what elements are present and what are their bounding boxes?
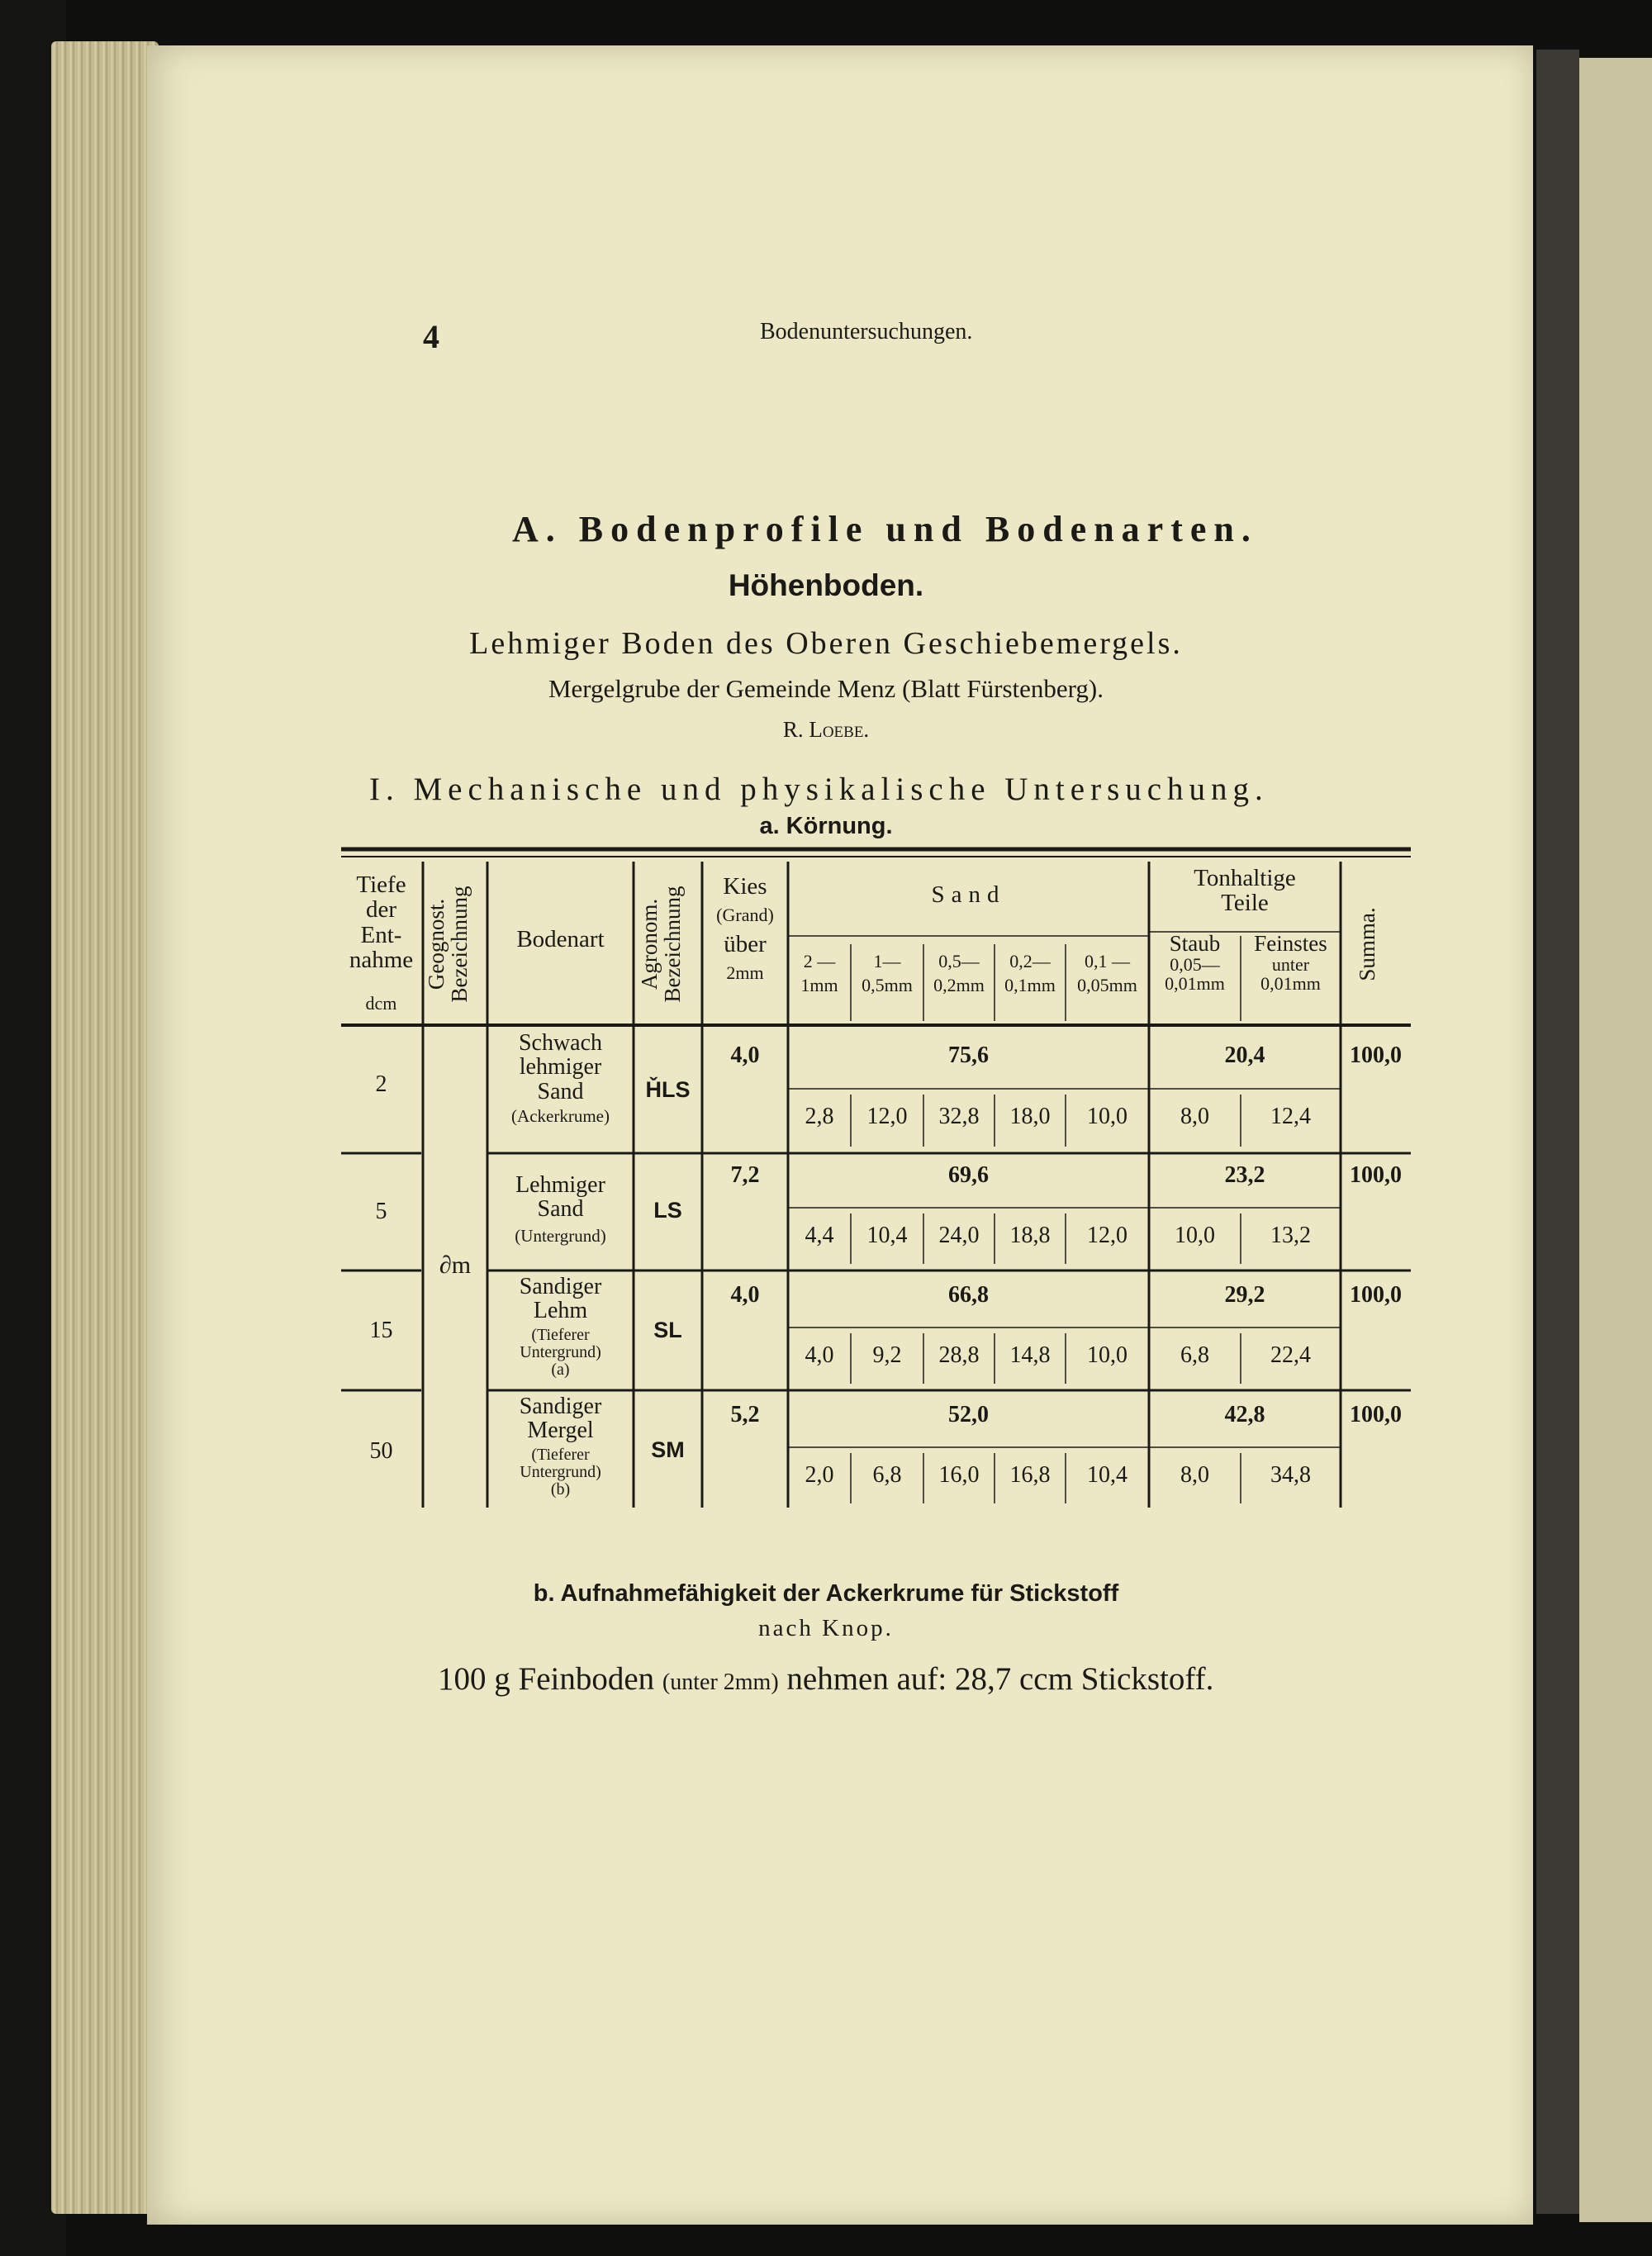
- kies-row-1: 4,0: [730, 1043, 760, 1068]
- summa-row-2: 100,0: [1350, 1162, 1402, 1188]
- kies-row-3: 4,0: [730, 1282, 760, 1308]
- result-tail: nehmen auf: 28,7 ccm Stickstoff.: [786, 1661, 1214, 1697]
- author-name: Loebe.: [809, 717, 870, 742]
- sand-01-005-row-4: 10,4: [1087, 1462, 1127, 1488]
- ton-total-row-3: 29,2: [1224, 1282, 1265, 1308]
- header-kies: Kies (Grand) über 2mm: [716, 873, 774, 983]
- staub-row-4: 8,0: [1180, 1462, 1209, 1488]
- ton-total-row-4: 42,8: [1224, 1402, 1265, 1427]
- sand-total-row-4: 52,0: [948, 1402, 989, 1427]
- header-agronom: Agronom. Bezeichnung: [637, 886, 686, 1003]
- feinstes-row-3: 22,4: [1270, 1342, 1311, 1368]
- bodenart-row-1: Schwach lehmiger Sand (Ackerkrume): [511, 1030, 610, 1127]
- ton-total-row-1: 20,4: [1224, 1043, 1265, 1068]
- header-staub: Staub 0,05— 0,01mm: [1165, 931, 1225, 995]
- depth-row-2: 5: [375, 1199, 387, 1224]
- sand-2-1-row-2: 4,4: [805, 1223, 834, 1248]
- depth-row-3: 15: [369, 1318, 393, 1343]
- table-caption: a. Körnung.: [759, 813, 893, 839]
- sand-total-row-2: 69,6: [948, 1162, 989, 1188]
- geognost-value: ∂m: [439, 1251, 472, 1279]
- header-sand: Sand: [931, 881, 1006, 908]
- summa-row-3: 100,0: [1350, 1282, 1402, 1308]
- soil-name: Lehmiger Boden des Oberen Geschiebemergels.: [469, 626, 1183, 661]
- sand-05-02-row-2: 24,0: [938, 1223, 980, 1248]
- sand-1-05-row-1: 12,0: [866, 1104, 908, 1129]
- sand-02-01-row-2: 18,8: [1009, 1223, 1051, 1248]
- kies-row-4: 5,2: [730, 1402, 760, 1427]
- feinstes-row-1: 12,4: [1270, 1104, 1311, 1129]
- feinstes-row-4: 34,8: [1270, 1462, 1311, 1488]
- header-sand-2-1: 2 — 1mm: [800, 951, 838, 996]
- header-sand-1-05: 1— 0,5mm: [862, 951, 913, 996]
- header-summa: Summa.: [1355, 907, 1379, 981]
- sand-1-05-row-3: 9,2: [872, 1342, 902, 1368]
- sand-total-row-1: 75,6: [948, 1043, 989, 1068]
- sand-2-1-row-4: 2,0: [805, 1462, 834, 1488]
- summa-row-1: 100,0: [1350, 1043, 1402, 1068]
- sand-05-02-row-3: 28,8: [938, 1342, 980, 1368]
- sand-01-005-row-2: 12,0: [1087, 1223, 1127, 1248]
- agronom-row-4: SM: [651, 1437, 685, 1462]
- header-sand-02-01: 0,2— 0,1mm: [1004, 951, 1056, 996]
- sand-2-1-row-1: 2,8: [805, 1104, 834, 1129]
- sand-02-01-row-3: 14,8: [1009, 1342, 1051, 1368]
- running-head: Bodenuntersuchungen.: [760, 319, 973, 344]
- sand-05-02-row-1: 32,8: [938, 1104, 980, 1129]
- summa-row-4: 100,0: [1350, 1402, 1402, 1427]
- header-depth-unit: dcm: [365, 993, 397, 1014]
- header-feinstes: Feinstes unter 0,01mm: [1254, 931, 1327, 995]
- agronom-row-1: ȞLS: [645, 1077, 691, 1102]
- page-number: 4: [423, 318, 439, 355]
- depth-row-1: 2: [375, 1071, 387, 1097]
- sand-1-05-row-4: 6,8: [872, 1462, 902, 1488]
- header-depth: Tiefe der Ent- nahme: [349, 872, 414, 974]
- header-sand-01-005: 0,1 — 0,05mm: [1077, 951, 1137, 996]
- sand-05-02-row-4: 16,0: [938, 1462, 980, 1488]
- sand-1-05-row-2: 10,4: [866, 1223, 908, 1248]
- result-lead: 100 g Feinboden: [438, 1661, 655, 1697]
- sand-01-005-row-3: 10,0: [1087, 1342, 1127, 1368]
- subtitle: Höhenboden.: [728, 568, 924, 602]
- location: Mergelgrube der Gemeinde Menz (Blatt Fürstenberg).: [548, 674, 1104, 703]
- header-sand-05-02: 0,5— 0,2mm: [933, 951, 985, 996]
- kies-row-2: 7,2: [730, 1162, 760, 1188]
- staub-row-2: 10,0: [1175, 1223, 1215, 1248]
- bodenart-row-4: Sandiger Mergel (Tieferer Untergrund) (b): [519, 1394, 602, 1498]
- nitrogen-title: b. Aufnahmefähigkeit der Ackerkrume für Stickstoff: [533, 1580, 1119, 1607]
- bodenart-row-3: Sandiger Lehm (Tieferer Untergrund) (a): [519, 1274, 602, 1379]
- sand-total-row-3: 66,8: [948, 1282, 989, 1308]
- depth-row-4: 50: [369, 1438, 393, 1464]
- sand-2-1-row-3: 4,0: [805, 1342, 834, 1368]
- feinstes-row-2: 13,2: [1270, 1223, 1311, 1248]
- author-prefix: R.: [782, 717, 804, 742]
- nitrogen-author: nach Knop.: [758, 1615, 894, 1641]
- staub-row-3: 6,8: [1180, 1342, 1209, 1368]
- header-bodenart: Bodenart: [516, 926, 605, 952]
- part-title: I. Mechanische und physikalische Untersuchung.: [369, 772, 1269, 807]
- sand-02-01-row-1: 18,0: [1009, 1104, 1051, 1129]
- nitrogen-result: [438, 1660, 1213, 1698]
- agronom-row-2: LS: [653, 1198, 682, 1223]
- sand-01-005-row-1: 10,0: [1087, 1104, 1127, 1129]
- agronom-row-3: SL: [653, 1318, 682, 1342]
- sand-02-01-row-4: 16,8: [1009, 1462, 1051, 1488]
- bodenart-row-2: Lehmiger Sand (Untergrund): [515, 1172, 606, 1246]
- staub-row-1: 8,0: [1180, 1104, 1209, 1129]
- header-geognost: Geognost. Bezeichnung: [424, 886, 472, 1003]
- header-tonhaltige: Tonhaltige Teile: [1194, 865, 1296, 917]
- section-title: A. Bodenprofile und Bodenarten.: [512, 509, 1258, 549]
- ton-total-row-2: 23,2: [1224, 1162, 1265, 1188]
- result-paren: (unter 2mm): [662, 1669, 779, 1695]
